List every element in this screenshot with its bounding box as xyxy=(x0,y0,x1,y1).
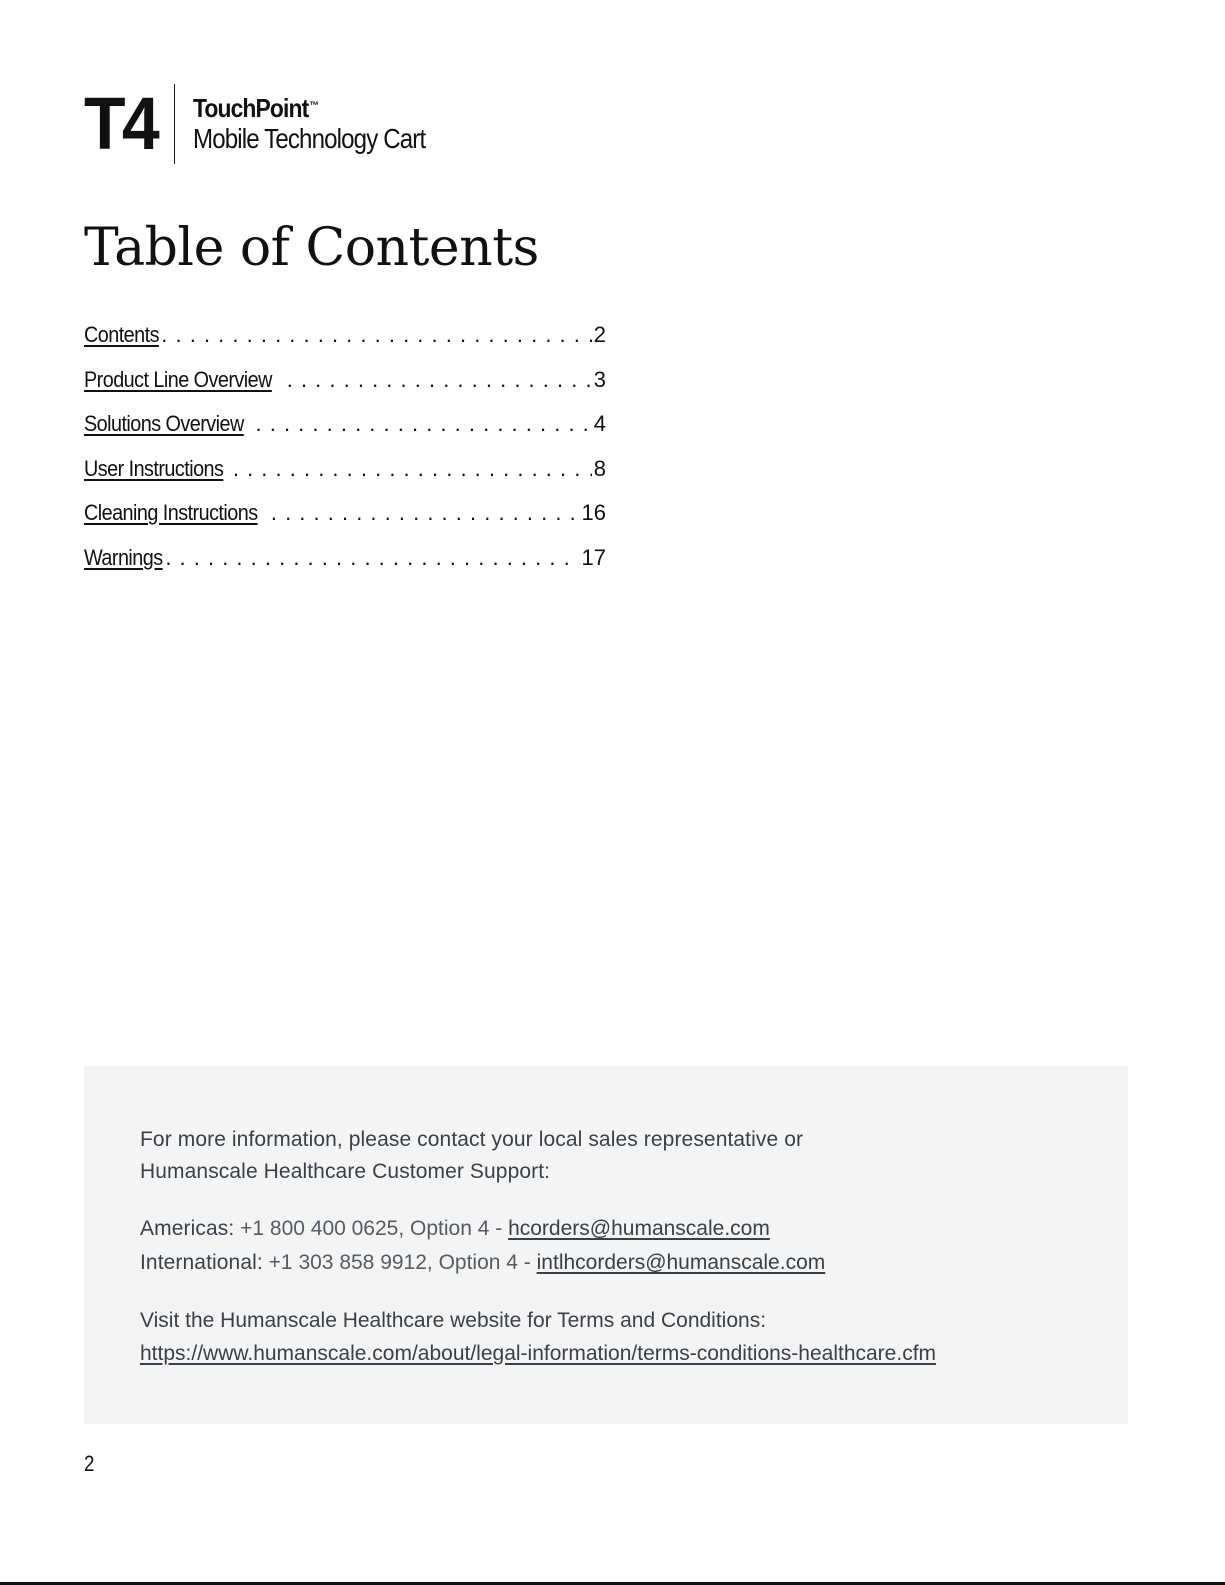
toc-entry-contents[interactable] xyxy=(84,322,606,367)
toc-link[interactable]: Product Line Overview xyxy=(84,366,272,392)
toc-entry-cleaning-instructions[interactable] xyxy=(84,500,606,545)
americas-email-link[interactable]: hcorders@humanscale.com xyxy=(508,1217,770,1240)
toc-link[interactable]: Cleaning Instructions xyxy=(84,500,258,526)
toc-leader-dots xyxy=(287,367,592,393)
toc-entry-solutions-overview[interactable] xyxy=(84,411,606,456)
brand-block xyxy=(193,93,463,155)
terms-url-link[interactable]: https://www.humanscale.com/about/legal-information/terms-conditions-healthcare.cfm xyxy=(140,1342,937,1365)
toc-entry-product-line-overview[interactable] xyxy=(84,367,606,412)
phone-contacts xyxy=(140,1212,1100,1280)
toc-page-number: 16 xyxy=(581,500,606,526)
trademark-symbol: ™ xyxy=(309,100,319,112)
contact-info-box xyxy=(84,1066,1128,1424)
product-subtitle: Mobile Technology Cart xyxy=(193,123,426,154)
toc-page-number: 4 xyxy=(593,411,606,437)
model-number: T4 xyxy=(84,82,157,165)
toc-page-number: 17 xyxy=(581,544,606,570)
americas-label: Americas: xyxy=(140,1217,235,1240)
toc-entry-warnings[interactable] xyxy=(84,545,606,590)
logo-divider xyxy=(174,84,175,164)
page-title: Table of Contents xyxy=(84,218,539,278)
international-contact xyxy=(140,1246,1100,1280)
contact-intro-line1: For more information, please contact your local sales representative or xyxy=(140,1128,804,1151)
toc-leader-dots xyxy=(165,545,579,571)
toc-page-number: 2 xyxy=(593,322,606,347)
product-logo xyxy=(84,84,463,164)
toc-leader-dots xyxy=(256,411,592,437)
toc-page-number: 8 xyxy=(593,455,606,481)
toc-entry-user-instructions[interactable] xyxy=(84,456,606,501)
terms-block xyxy=(140,1304,1100,1370)
contact-intro-line2: Humanscale Healthcare Customer Support: xyxy=(140,1160,551,1183)
contact-info-content xyxy=(140,1124,1100,1370)
international-phone: +1 303 858 9912, Option 4 - xyxy=(268,1251,537,1274)
toc-link[interactable]: Warnings xyxy=(84,544,163,570)
international-label: International: xyxy=(140,1251,263,1274)
toc-link[interactable]: User Instructions xyxy=(84,455,224,481)
americas-contact xyxy=(140,1212,1100,1246)
toc-page-number: 3 xyxy=(593,366,606,392)
toc-leader-dots xyxy=(161,322,591,348)
toc-leader-dots xyxy=(233,456,592,482)
terms-text: Visit the Humanscale Healthcare website for Terms and Conditions: xyxy=(140,1309,767,1332)
brand-name-text: TouchPoint xyxy=(193,93,309,123)
international-email-link[interactable]: intlhcorders@humanscale.com xyxy=(536,1251,826,1274)
toc-link[interactable]: Contents xyxy=(84,322,159,347)
toc-leader-dots xyxy=(271,500,580,526)
toc-list xyxy=(84,322,606,590)
toc-link[interactable]: Solutions Overview xyxy=(84,411,244,437)
americas-phone: +1 800 400 0625, Option 4 - xyxy=(240,1217,509,1240)
page-number: 2 xyxy=(84,1451,95,1476)
brand-name xyxy=(193,93,431,123)
